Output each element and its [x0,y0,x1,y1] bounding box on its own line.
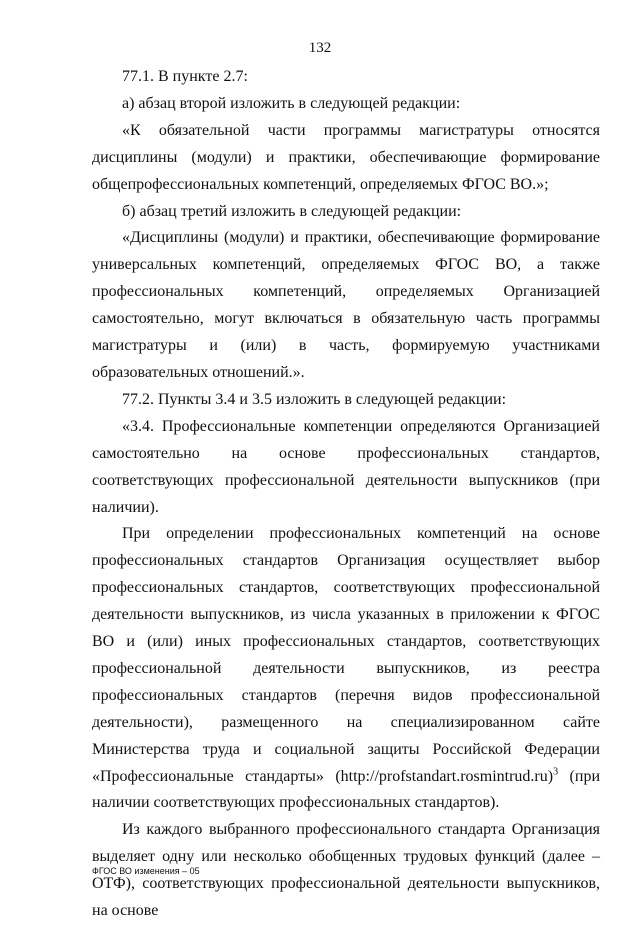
paragraph-professional-standards [92,521,600,817]
paragraph-otf: Из каждого выбранного профессионального стандарта Организация выделяет одну или несколько обобщенных трудовых функций (далее – ОТФ), соответствующих профессиональной деятельности выпускников, на основе [92,821,600,920]
paragraph-77-2: 77.2. Пункты 3.4 и 3.5 изложить в следующей редакции: [122,390,507,408]
page-number: 132 [308,40,332,56]
paragraph-quote-2: «Дисциплины (модули) и практики, обеспечивающие формирование универсальных компетенций, определяемых ФГОС ВО, а также профессиональных компетенций, определяемых Организацией самостоятельно, могут включаться в обязательную часть программы магистратуры и (или) в часть, формируемую участниками образовательных отношений.». [92,229,600,381]
footnote-mark: 3 [553,766,559,778]
document-body [92,64,600,925]
paragraph-b: б) абзац третий изложить в следующей редакции: [122,202,462,220]
paragraph-3-4: «3.4. Профессиональные компетенции определяются Организацией самостоятельно на основе профессиональных стандартов, соответствующих профессиональной деятельности выпускников (при наличии). [92,417,600,516]
page-footer: ФГОС ВО изменения – 05 [92,866,200,876]
paragraph-text-end: (при наличии соответствующих профессиональных стандартов). [92,767,600,812]
paragraph-77-1: 77.1. В пункте 2.7: [122,68,248,85]
paragraph-text: При определении профессиональных компетенций на основе профессиональных стандартов Организация осуществляет выбор профессиональных стандартов, соответствующих профессиональной деятельности выпускников, из числа указанных в приложении к ФГОС ВО и (или) иных профессиональных стандартов, соответствующих профессиональной деятельности выпускников, из реестра профессиональных стандартов (перечня видов профессиональной деятельности), размещенного на специализированном сайте Министерства труда и социальной защиты Российской Федерации «Профессиональные стандарты» (http://profstandart.rosmintrud.ru) [92,525,600,785]
paragraph-quote-1: «К обязательной части программы магистратуры относятся дисциплины (модули) и практики, обеспечивающие формирование общепрофессиональных компетенций, определяемых ФГОС ВО.»; [92,121,600,193]
paragraph-a: а) абзац второй изложить в следующей редакции: [122,94,461,112]
